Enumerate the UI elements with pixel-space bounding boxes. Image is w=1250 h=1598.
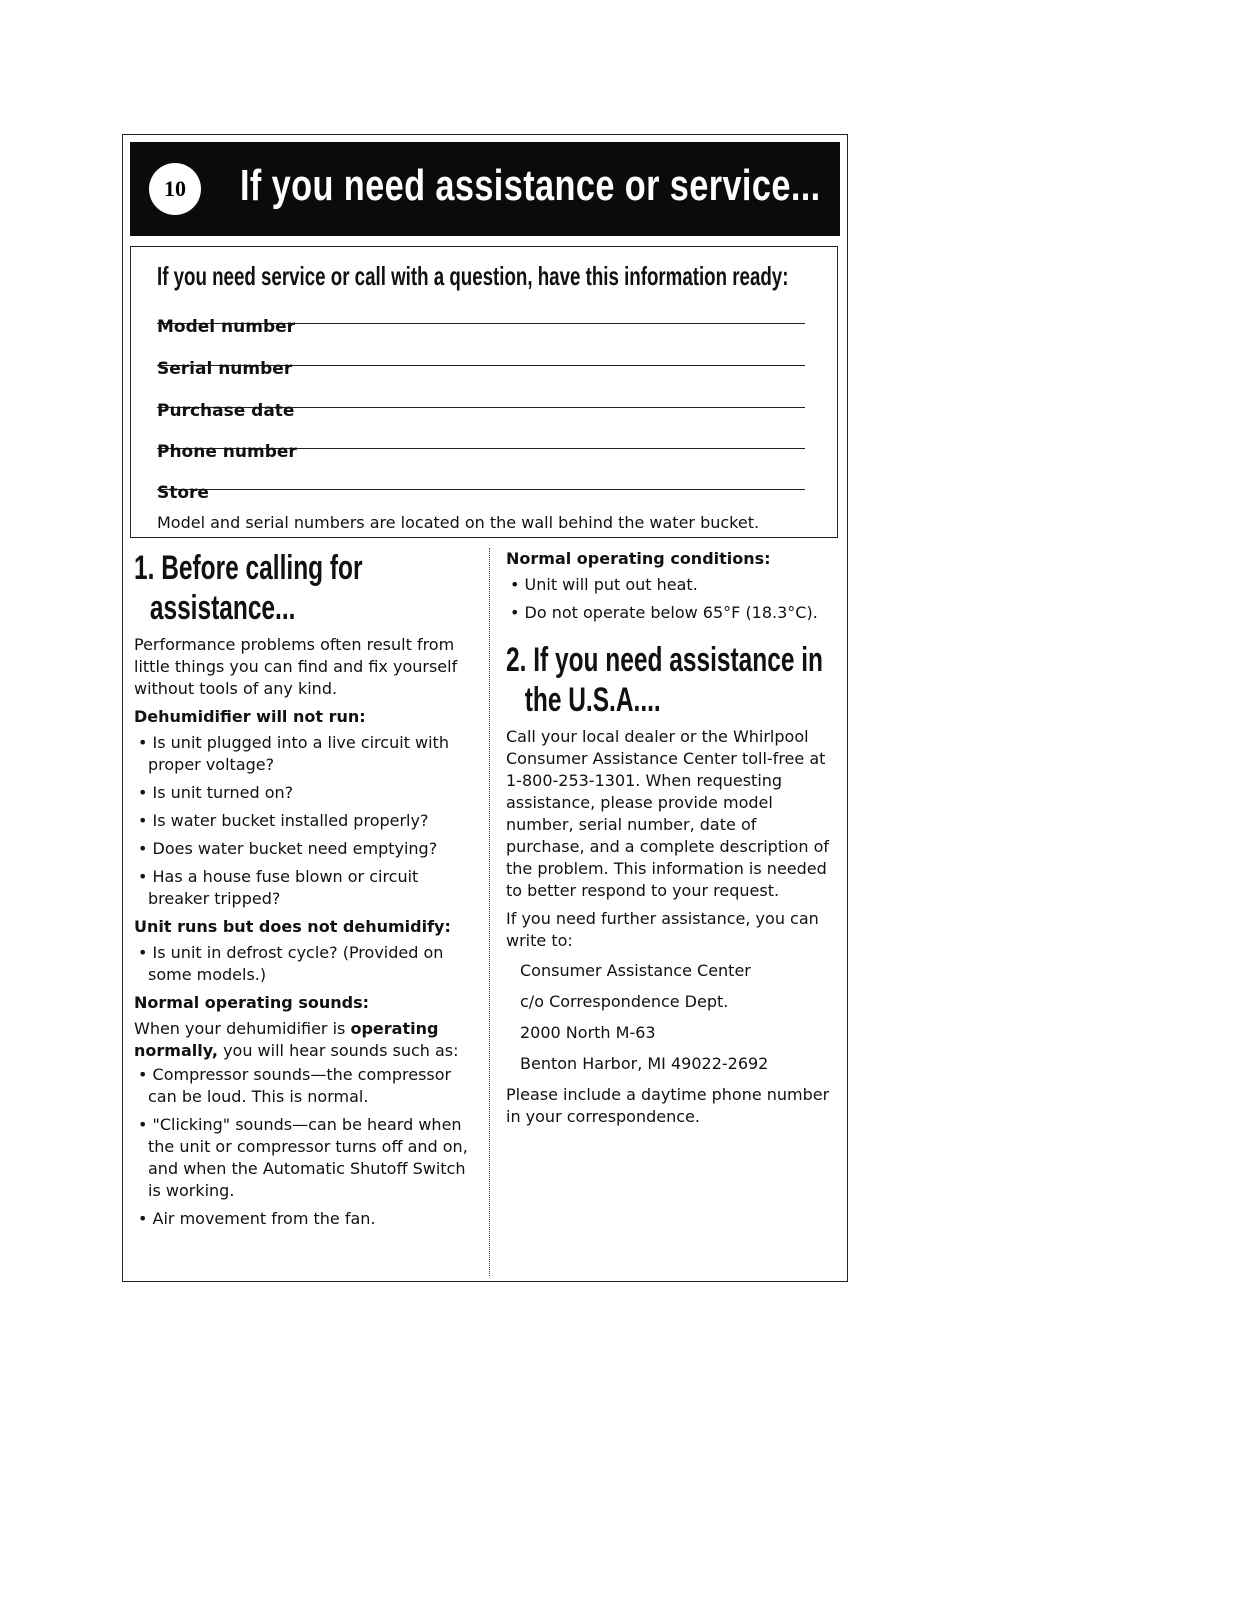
daytime-phone-note: Please include a daytime phone number in your correspondence. — [506, 1085, 830, 1126]
field-store: Store — [157, 459, 805, 490]
list-item: • Is unit plugged into a live circuit with proper voltage? — [138, 733, 449, 774]
field-phone-number: Phone number — [157, 418, 805, 449]
intro-text: Performance problems often result from little things you can find and fix yourself without tools of any kind. — [134, 635, 458, 698]
write-to-paragraph: If you need further assistance, you can write to: — [506, 909, 819, 950]
address-line: Benton Harbor, MI 49022-2692 — [520, 1054, 769, 1073]
heading-before-calling-2: assistance... — [149, 589, 296, 627]
info-box — [130, 246, 838, 538]
field-serial-number: Serial number — [157, 335, 805, 366]
info-note: Model and serial numbers are located on the wall behind the water bucket. — [157, 513, 760, 532]
info-heading: If you need service or call with a question, have this information ready: — [157, 261, 789, 291]
section-banner — [130, 142, 840, 236]
list-item: • Is water bucket installed properly? — [138, 811, 429, 830]
right-column — [506, 548, 836, 1134]
list-item: • Air movement from the fan. — [138, 1209, 376, 1228]
list-item: • Unit will put out heat. — [510, 575, 698, 594]
heading-assistance-usa: 2. If you need assistance in — [506, 641, 824, 679]
address-line: 2000 North M-63 — [520, 1023, 656, 1042]
list-item: • Compressor sounds—the compressor can be loud. This is normal. — [138, 1065, 452, 1106]
column-divider — [489, 548, 490, 1276]
address-line: Consumer Assistance Center — [520, 961, 751, 980]
subheading-operating-conditions: Normal operating conditions: — [506, 549, 771, 568]
subheading-does-not-dehumidify: Unit runs but does not dehumidify: — [134, 917, 451, 936]
list-item: • Has a house fuse blown or circuit breaker tripped? — [138, 867, 419, 908]
list-item: • "Clicking" sounds—can be heard when the unit or compressor turns off and on, and when the Automatic Shutoff Switch is working. — [138, 1115, 468, 1200]
section-number-badge: 10 — [149, 163, 201, 215]
subheading-will-not-run: Dehumidifier will not run: — [134, 707, 366, 726]
assistance-paragraph: Call your local dealer or the Whirlpool Consumer Assistance Center toll-free at 1-800-253-1301. When requesting assistance, please provide model number, serial number, date of purchase, and a complete description of the problem. This information is needed to better respond to your request. — [506, 727, 829, 900]
field-model-number: Model number — [157, 293, 805, 324]
left-column — [134, 548, 479, 1236]
heading-before-calling: 1. Before calling for — [134, 549, 363, 587]
list-item: • Is unit in defrost cycle? (Provided on some models.) — [138, 943, 444, 984]
list-item: • Do not operate below 65°F (18.3°C). — [510, 603, 818, 622]
subheading-operating-sounds: Normal operating sounds: — [134, 993, 369, 1012]
heading-assistance-usa-2: the U.S.A.... — [524, 681, 661, 719]
field-purchase-date: Purchase date — [157, 377, 805, 408]
address-line: c/o Correspondence Dept. — [520, 992, 729, 1011]
list-item: • Does water bucket need emptying? — [138, 839, 438, 858]
section-title: If you need assistance or service... — [240, 161, 821, 210]
sounds-intro: When your dehumidifier is operating normally, you will hear sounds such as: — [134, 1019, 459, 1060]
list-item: • Is unit turned on? — [138, 783, 294, 802]
